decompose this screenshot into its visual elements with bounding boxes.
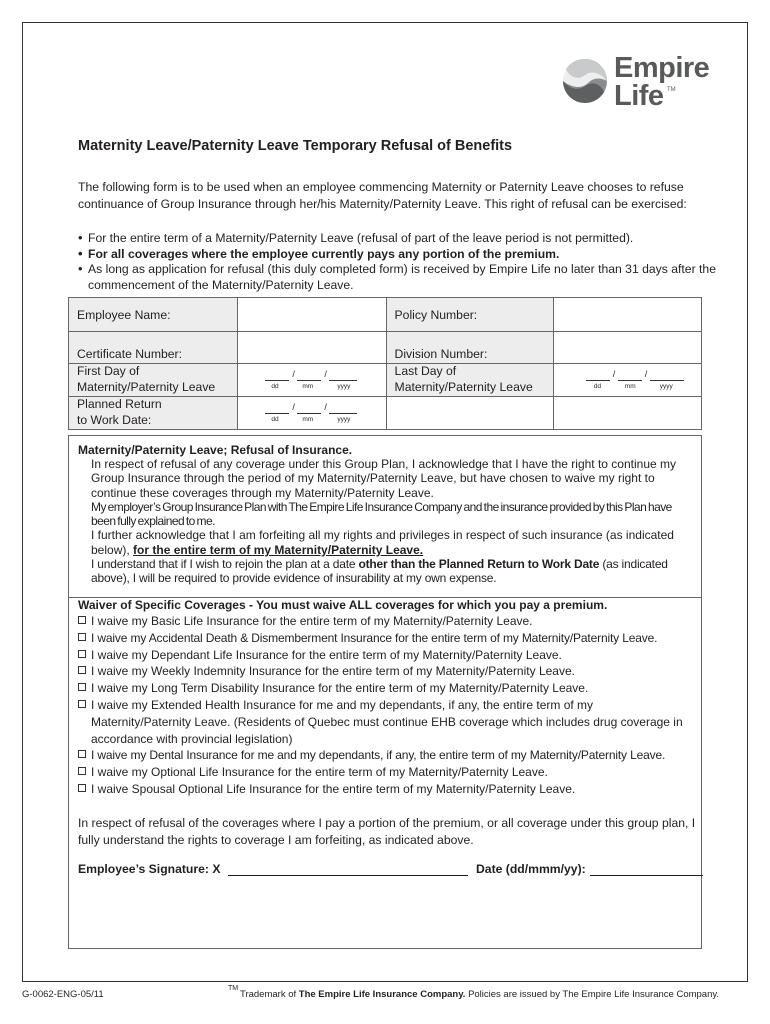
checkbox[interactable] (78, 666, 86, 674)
date-label: Date (dd/mmm/yy): (476, 862, 586, 876)
waiver-item[interactable]: I waive my Long Term Disability Insurance for the entire term of my Maternity/Paternity Leave. (78, 680, 703, 697)
empire-life-logo (560, 52, 710, 112)
waiver-item[interactable]: I waive my Extended Health Insurance for me and my dependants, if any, the entire term of my Maternity/Paternity Leave. (Residents of Quebec must continue EHB coverage which includes drug coverage in accordance with provincial legislation) (78, 697, 703, 747)
refusal-paragraph: I further acknowledge that I am forfeiting all my rights and privileges in respect of such insurance (as indicated below), for the entire term of my Maternity/Paternity Leave. (91, 528, 674, 557)
logo-trademark: TM (667, 87, 676, 93)
waiver-item[interactable]: I waive my Accidental Death & Dismemberment Insurance for the entire term of my Maternity/Paternity Leave. (78, 630, 703, 647)
employee-name-label: Employee Name: (69, 298, 238, 332)
checkbox[interactable] (78, 616, 86, 624)
signature-field[interactable] (228, 875, 468, 876)
waiver-section (68, 597, 702, 949)
form-title: Maternity Leave/Paternity Leave Temporary Refusal of Benefits (78, 138, 513, 154)
checkbox[interactable] (78, 750, 86, 758)
certificate-number-label: Certificate Number: (69, 332, 238, 364)
policy-number-field[interactable] (553, 298, 701, 332)
eligibility-item: • As long as application for refusal (this duly completed form) is received by Empire Life no later than 31 days after the commencement of the Maternity/Paternity Leave. (78, 262, 718, 293)
checkbox[interactable] (78, 767, 86, 775)
intro-text: The following form is to be used when an employee commencing Maternity or Paternity Leave chooses to refuse continuance of Group Insurance through her/his Maternity/Paternity Leave. This right of refusal can be exercised: (78, 180, 687, 211)
footer-trademark-text: Trademark of The Empire Life Insurance Company. Policies are issued by The Empire Life Insurance Company. (240, 989, 720, 1000)
refusal-paragraph: I understand that if I wish to rejoin the plan at a date other than the Planned Return to Work Date (as indicated above), I will be required to provide evidence of insurability at my own expense. (91, 557, 668, 586)
checkbox[interactable] (78, 633, 86, 641)
waiver-item[interactable]: I waive my Basic Life Insurance for the entire term of my Maternity/Paternity Leave. (78, 613, 703, 630)
refusal-paragraph: In respect of refusal of any coverage under this Group Plan, I acknowledge that I have the right to continue my Group Insurance through the period of my Maternity/Paternity Leave, but have chosen to waive my right to continue these coverages through my Maternity/Paternity Leave. (91, 457, 677, 500)
division-number-field[interactable] (553, 332, 701, 364)
division-number-label: Division Number: (386, 332, 553, 364)
certificate-number-field[interactable] (238, 332, 386, 364)
form-code: G-0062-ENG-05/11 (22, 989, 104, 1000)
empty-cell (386, 397, 553, 430)
signature-label: Employee’s Signature: X (78, 862, 221, 876)
signature-date-field[interactable] (590, 875, 703, 876)
waiver-heading: Waiver of Specific Coverages - You must waive ALL coverages for which you pay a premium. (78, 598, 608, 612)
checkbox[interactable] (78, 683, 86, 691)
eligibility-item: • For all coverages where the employee currently pays any portion of the premium. (78, 247, 718, 263)
last-day-date-field[interactable]: / / dd mm yyyy (553, 364, 701, 397)
signature-row (78, 862, 708, 876)
waiver-item[interactable]: I waive my Weekly Indemnity Insurance for the entire term of my Maternity/Paternity Leave. (78, 663, 703, 680)
refusal-section (68, 435, 702, 597)
waiver-closing-text: In respect of refusal of the coverages where I pay a portion of the premium, or all coverage under this group plan, I fully understand the rights to coverage I am forfeiting, as indicated above. (78, 816, 696, 847)
first-day-date-field[interactable]: / / dd mm yyyy (238, 364, 386, 397)
waiver-item[interactable]: I waive my Optional Life Insurance for the entire term of my Maternity/Paternity Leave. (78, 764, 703, 781)
first-day-label: First Day of Maternity/Paternity Leave (69, 364, 238, 397)
waiver-item[interactable]: I waive my Dependant Life Insurance for the entire term of my Maternity/Paternity Leave. (78, 647, 703, 664)
waiver-item[interactable]: I waive Spousal Optional Life Insurance for the entire term of my Maternity/Paternity Leave. (78, 781, 703, 798)
last-day-label: Last Day of Maternity/Paternity Leave (386, 364, 553, 397)
employee-name-field[interactable] (238, 298, 386, 332)
eligibility-list (78, 231, 718, 293)
checkbox[interactable] (78, 784, 86, 792)
waiver-item[interactable]: I waive my Dental Insurance for me and my dependants, if any, the entire term of my Maternity/Paternity Leave. (78, 747, 703, 764)
logo-text-life: Life (614, 80, 664, 112)
employee-info-table (68, 297, 702, 430)
eligibility-item: • For the entire term of a Maternity/Paternity Leave (refusal of part of the leave period is not permitted). (78, 231, 718, 247)
checkbox[interactable] (78, 650, 86, 658)
refusal-heading: Maternity/Paternity Leave; Refusal of Insurance. (78, 443, 353, 457)
refusal-paragraph: My employer’s Group Insurance Plan with The Empire Life Insurance Company and the insurance provided by this Plan have been fully explained to me. (91, 499, 672, 529)
waiver-list (78, 613, 703, 798)
logo-text-empire: Empire (614, 52, 710, 84)
footer-tm: TM (228, 985, 239, 992)
logo-swirl-icon (562, 58, 608, 104)
refusal-body (91, 457, 693, 586)
planned-return-label: Planned Return to Work Date: (69, 397, 238, 430)
policy-number-label: Policy Number: (386, 298, 553, 332)
planned-return-date-field[interactable]: / / dd mm yyyy (238, 397, 386, 430)
checkbox[interactable] (78, 700, 86, 708)
empty-cell (553, 397, 701, 430)
